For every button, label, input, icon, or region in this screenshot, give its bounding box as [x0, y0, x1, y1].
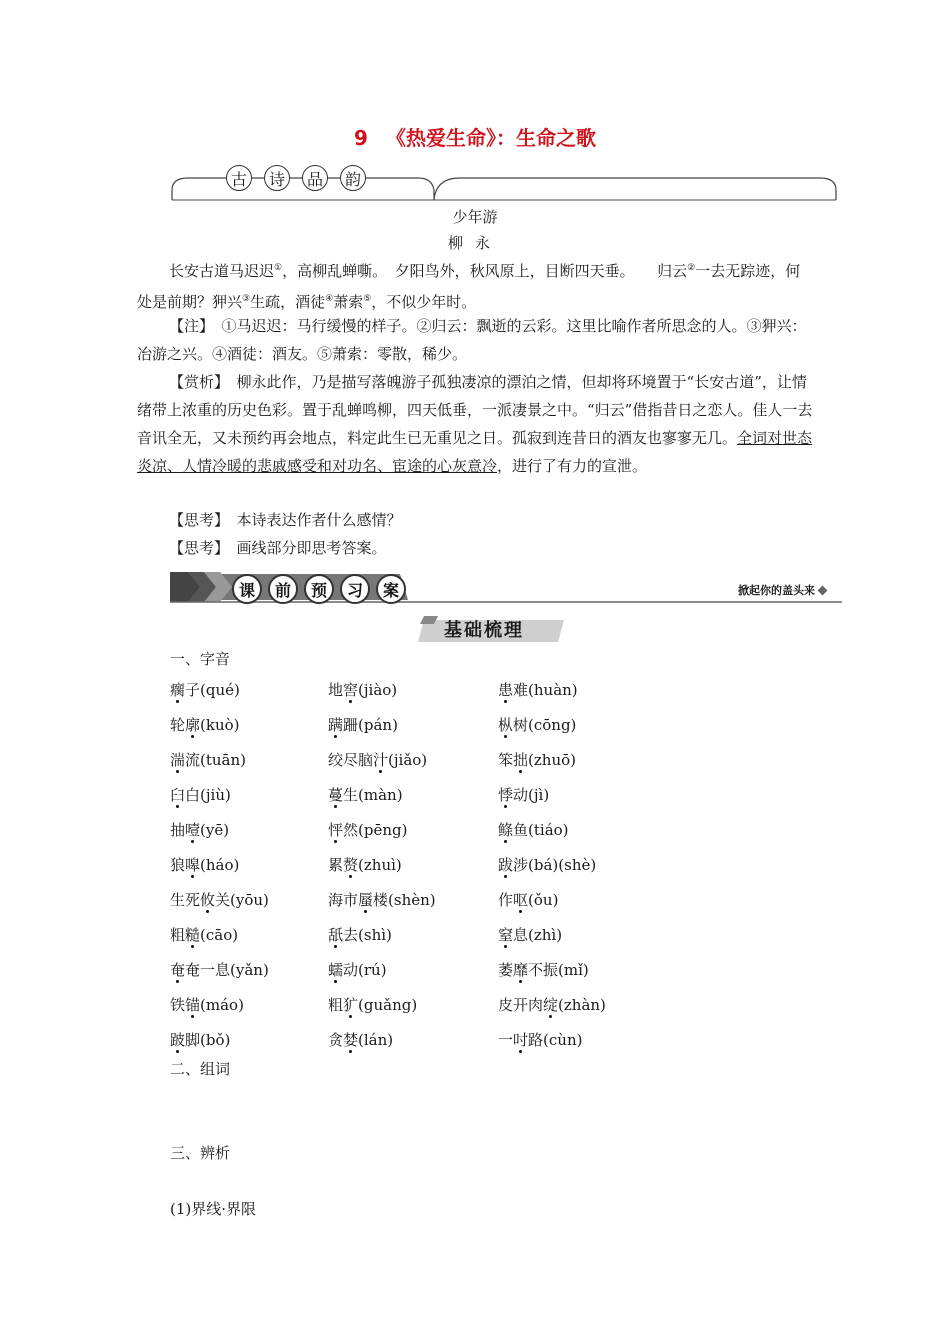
word-entry — [328, 1029, 498, 1050]
poem-author: 柳永 — [447, 234, 502, 252]
dotted-char: 犷 — [343, 996, 359, 1014]
dotted-char: 悸 — [498, 786, 514, 804]
poem-text: ，高柳乱蝉嘶。 夕阳鸟外，秋风原上，目断四天垂。 归云 — [282, 262, 688, 280]
word-entry — [498, 959, 668, 980]
jichu-heading: 基础梳理 — [444, 620, 524, 641]
word-entry — [328, 714, 498, 735]
word-text: 涉(bá)(shè) — [513, 856, 597, 874]
dotted-char: 攸 — [200, 891, 216, 909]
footnote-marker: ③ — [242, 294, 251, 304]
dotted-char: 拙 — [513, 751, 529, 769]
word-text: 狼 — [170, 856, 186, 874]
gushi-char: 韵 — [340, 165, 366, 191]
banner-char: 习 — [340, 574, 370, 604]
word-text: 鱼(tiáo) — [513, 821, 569, 839]
word-entry — [328, 854, 498, 875]
note-text: ①马迟迟：马行缓慢的样子。②归云：飘逝的云彩。这里比喻作者所思念的人。③狎兴：冶游之兴。④酒徒：酒友。⑤萧索：零散，稀少。 — [137, 317, 807, 363]
think-paragraph — [137, 506, 813, 534]
word-text: 跚(pán) — [343, 716, 398, 734]
pronunciation-table — [170, 672, 668, 1057]
word-entry — [498, 994, 668, 1015]
word-entry — [498, 784, 668, 805]
word-entry — [328, 784, 498, 805]
word-text: (kuò) — [200, 716, 240, 734]
word-text: 流(tuān) — [185, 751, 247, 769]
banner-char: 前 — [268, 574, 298, 604]
word-text: 生(màn) — [343, 786, 403, 804]
word-text: 动(rú) — [343, 961, 387, 979]
word-entry — [498, 819, 668, 840]
dotted-char: 靡 — [513, 961, 529, 979]
dotted-char: 湍 — [170, 751, 186, 769]
table-row — [170, 917, 668, 952]
dotted-char: 臼 — [170, 786, 186, 804]
analysis-label: 【赏析】 — [169, 373, 222, 391]
word-text: 累 — [328, 856, 344, 874]
analysis-end: ，进行了有力的宣泄。 — [497, 457, 648, 475]
dotted-char: 怦 — [328, 821, 344, 839]
word-entry — [328, 749, 498, 770]
dotted-char: 蜃 — [358, 891, 374, 909]
word-text: 动(jì) — [513, 786, 550, 804]
word-text: 关(yōu) — [215, 891, 269, 909]
word-entry — [328, 994, 498, 1015]
word-text: (máo) — [200, 996, 244, 1014]
table-row — [170, 987, 668, 1022]
word-entry — [328, 819, 498, 840]
dotted-char: 嗥 — [185, 856, 201, 874]
table-row — [170, 1022, 668, 1057]
footnote-marker: ② — [687, 263, 696, 273]
banner-char: 案 — [376, 574, 406, 604]
word-text: (zhuì) — [358, 856, 402, 874]
analysis-paragraph — [137, 368, 813, 480]
dotted-char: 窒 — [498, 926, 514, 944]
word-entry — [170, 994, 328, 1015]
word-entry — [498, 714, 668, 735]
dotted-char: 呕 — [513, 891, 529, 909]
word-text: 楼(shèn) — [373, 891, 436, 909]
dotted-char: 蔓 — [328, 786, 344, 804]
think-label: 【思考】 — [169, 539, 222, 557]
word-text: 皮开肉 — [498, 996, 544, 1014]
word-text: 粗 — [328, 996, 344, 1014]
dotted-char: 赘 — [343, 856, 359, 874]
discrimination-item: (1)界线·界限 — [170, 1200, 257, 1218]
poem-text: 生疏，酒徒 — [250, 293, 326, 311]
word-entry — [170, 924, 328, 945]
word-entry — [328, 889, 498, 910]
word-text: 树(cōng) — [513, 716, 577, 734]
word-entry — [170, 889, 328, 910]
word-entry — [170, 959, 328, 980]
poem-body — [137, 254, 813, 316]
poem-text: ，不似少年时。 — [371, 293, 477, 311]
word-text: 不振(mǐ) — [528, 961, 589, 979]
word-entry — [328, 959, 498, 980]
dotted-char: 跛 — [170, 1031, 186, 1049]
word-entry — [170, 854, 328, 875]
dotted-char: 瘸 — [170, 681, 186, 699]
analysis-underlined: 全词对世态炎凉、人情冷暖的悲戚感受和对功名、宦途的心灰意冷 — [137, 429, 813, 475]
poem-text: 一去无踪迹，何处是前期？狎兴 — [137, 262, 801, 311]
word-text: (guǎng) — [358, 996, 418, 1014]
section-heading-pronunciation: 一、字音 — [170, 650, 231, 668]
word-entry — [498, 1029, 668, 1050]
preview-banner-title — [232, 574, 406, 604]
word-entry — [498, 854, 668, 875]
banner-char: 预 — [304, 574, 334, 604]
word-text: 然(pēng) — [343, 821, 408, 839]
dotted-char: 舐 — [328, 926, 344, 944]
word-text: 笨 — [498, 751, 514, 769]
gushi-char: 诗 — [264, 165, 290, 191]
banner-slogan-text: 掀起你的盖头来 — [738, 584, 815, 597]
poem-text: 长安古道马迟迟 — [169, 262, 275, 280]
word-entry — [170, 819, 328, 840]
word-text: (ǒu) — [528, 891, 559, 909]
word-text: 去(shì) — [343, 926, 392, 944]
word-text: 子(qué) — [185, 681, 240, 699]
word-entry — [170, 749, 328, 770]
footnote-marker: ① — [274, 263, 283, 273]
word-text: 作 — [498, 891, 514, 909]
think-paragraph — [137, 534, 813, 562]
dotted-char: 吋 — [513, 1031, 529, 1049]
word-entry — [170, 714, 328, 735]
word-entry — [170, 679, 328, 700]
word-entry — [498, 889, 668, 910]
word-text: 白(jiù) — [185, 786, 231, 804]
table-row — [170, 882, 668, 917]
word-text: 海市 — [328, 891, 359, 909]
word-text: 粗 — [170, 926, 186, 944]
word-text: 一 — [498, 1031, 514, 1049]
table-row — [170, 672, 668, 707]
word-entry — [170, 1029, 328, 1050]
word-text: 脚(bǒ) — [185, 1031, 231, 1049]
dotted-char: 婪 — [343, 1031, 359, 1049]
word-text: 萎 — [498, 961, 514, 979]
dotted-char: 廓 — [185, 716, 201, 734]
table-row — [170, 742, 668, 777]
footnote-marker: ⑤ — [363, 294, 372, 304]
dotted-char: 汁 — [373, 751, 389, 769]
note-paragraph — [137, 312, 813, 368]
word-entry — [170, 784, 328, 805]
word-text: 绞尽脑 — [328, 751, 374, 769]
word-text: 路(cùn) — [528, 1031, 583, 1049]
word-entry — [498, 749, 668, 770]
word-text: (zhuō) — [528, 751, 576, 769]
footnote-marker: ④ — [325, 294, 334, 304]
poem-title: 少年游 — [452, 208, 498, 226]
chapter-number: 9 — [354, 126, 368, 150]
word-entry — [498, 679, 668, 700]
note-label: 【注】 — [169, 317, 207, 335]
word-text: 息(zhì) — [513, 926, 563, 944]
word-text: 贪 — [328, 1031, 344, 1049]
section-heading-words: 二、组词 — [170, 1060, 231, 1078]
table-row — [170, 777, 668, 812]
diamond-icon — [818, 586, 828, 596]
dotted-char: 噎 — [185, 821, 201, 839]
banner-char: 课 — [232, 574, 262, 604]
word-text: (háo) — [200, 856, 240, 874]
analysis-text: 柳永此作，乃是描写落魄游子孤独凄凉的漂泊之情，但却将环境置于“长安古道”，让情绪带上浓重的历史色彩。置于乱蝉鸣柳，四天低垂，一派凄景之中。“归云”借指昔日之恋人。佳人一去音讯全无，又未预约再会地点，料定此生已无重见之日。孤寂到连昔日的酒友也寥寥无几。 — [137, 373, 813, 447]
poem-text: 萧索 — [333, 293, 364, 311]
word-text: 生死 — [170, 891, 201, 909]
banner-slogan — [738, 582, 826, 598]
table-row — [170, 812, 668, 847]
dotted-char: 窖 — [343, 681, 359, 699]
word-text: (jiǎo) — [388, 751, 428, 769]
dotted-char: 糙 — [185, 926, 201, 944]
section-heading-discrimination: 三、辨析 — [170, 1144, 231, 1162]
word-text: 铁 — [170, 996, 186, 1014]
dotted-char: 锚 — [185, 996, 201, 1014]
word-entry — [328, 679, 498, 700]
word-text: (lán) — [358, 1031, 394, 1049]
dotted-char: 跋 — [498, 856, 514, 874]
word-text: 地 — [328, 681, 344, 699]
gushi-char: 品 — [302, 165, 328, 191]
dotted-char: 蠕 — [328, 961, 344, 979]
table-row — [170, 847, 668, 882]
think-question: 本诗表达作者什么感情？ — [236, 511, 402, 529]
dotted-char: 蹒 — [328, 716, 344, 734]
table-row — [170, 952, 668, 987]
gushi-char: 古 — [226, 165, 252, 191]
word-text: 抽 — [170, 821, 186, 839]
word-text: 奄一息(yǎn) — [185, 961, 269, 979]
think-answer: 画线部分即思考答案。 — [236, 539, 387, 557]
dotted-char: 奄 — [170, 961, 186, 979]
dotted-char: 绽 — [543, 996, 559, 1014]
word-entry — [328, 924, 498, 945]
chapter-title — [0, 122, 950, 151]
word-text: (jiào) — [358, 681, 398, 699]
word-text: 轮 — [170, 716, 186, 734]
dotted-char: 枞 — [498, 716, 514, 734]
word-text: 难(huàn) — [513, 681, 578, 699]
think-label: 【思考】 — [169, 511, 222, 529]
dotted-char: 鲦 — [498, 821, 514, 839]
dotted-char: 患 — [498, 681, 514, 699]
word-entry — [498, 924, 668, 945]
gushi-heading — [226, 165, 366, 191]
table-row — [170, 707, 668, 742]
word-text: (cāo) — [200, 926, 239, 944]
chapter-title-text: 《热爱生命》：生命之歌 — [385, 126, 596, 150]
word-text: (zhàn) — [558, 996, 606, 1014]
word-text: (yē) — [200, 821, 230, 839]
